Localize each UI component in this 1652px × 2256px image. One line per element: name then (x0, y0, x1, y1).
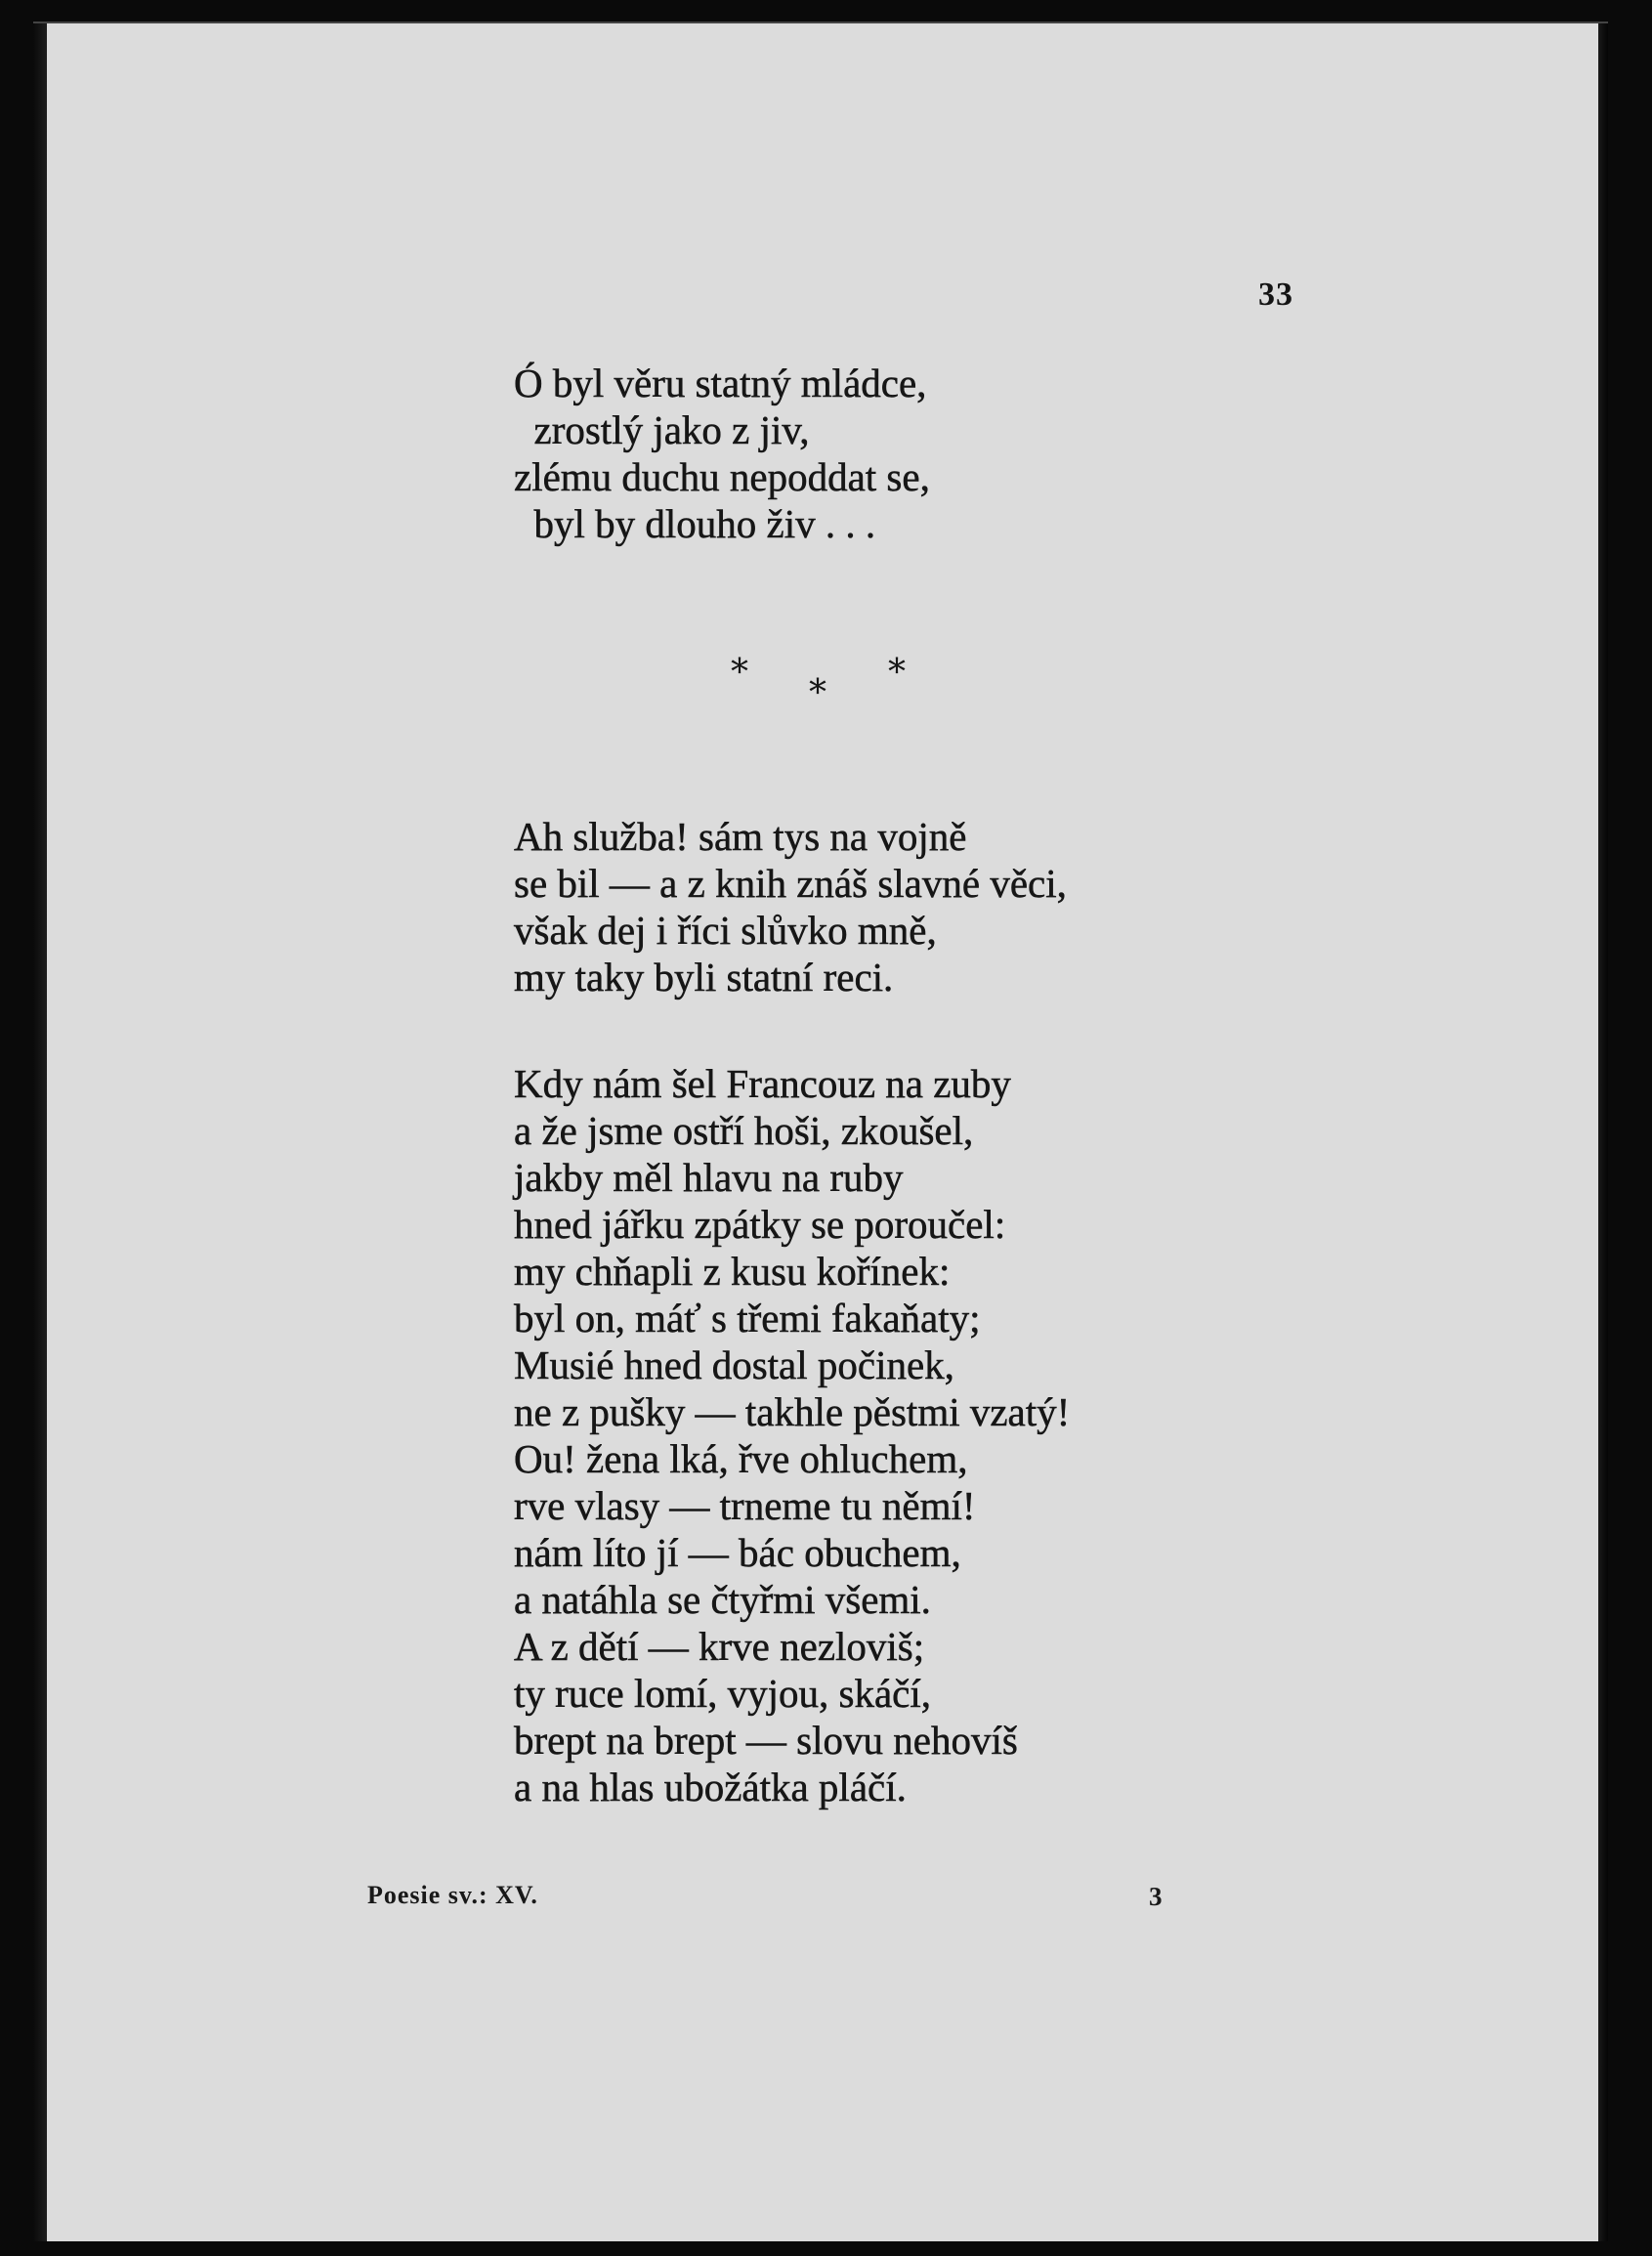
verse-line: Musié hned dostal počinek, (514, 1342, 954, 1387)
verse-line: byl by dlouho živ . . . (514, 501, 876, 546)
verse-line: A z dětí — krve nezloviš; (514, 1624, 925, 1669)
page-number: 33 (1258, 277, 1293, 313)
verse-line: rve vlasy — trneme tu němí! (514, 1483, 976, 1528)
verse-line: ty ruce lomí, vyjou, skáčí, (514, 1671, 931, 1716)
section-separator-star: * (888, 653, 906, 693)
verse-line: Ou! žena lká, řve ohluchem, (514, 1436, 968, 1481)
signature-mark: 3 (1149, 1882, 1163, 1911)
stanza-2 (514, 813, 1067, 1000)
verse-line: brept na brept — slovu nehovíš (514, 1718, 1018, 1763)
stanza-3 (514, 1060, 1070, 1810)
printer-signature: Poesie sv.: XV. (367, 1881, 538, 1909)
page-edge-shadow (1598, 23, 1608, 2241)
section-separator-star: * (809, 673, 826, 713)
page-binding-shadow (33, 23, 47, 2241)
verse-line: my taky byli statní reci. (514, 955, 894, 1000)
verse-line: nám líto jí — bác obuchem, (514, 1530, 961, 1575)
verse-line: Ah služba! sám tys na vojně (514, 814, 967, 859)
verse-line: my chňapli z kusu kořínek: (514, 1249, 951, 1294)
verse-line: a že jsme ostří hoši, zkoušel, (514, 1108, 974, 1153)
verse-line: zrostlý jako z jiv, (514, 407, 810, 452)
verse-line: byl on, máť s třemi fakaňaty; (514, 1296, 981, 1341)
verse-line: se bil — a z knih znáš slavné věci, (514, 861, 1067, 906)
verse-line: a natáhla se čtyřmi všemi. (514, 1577, 931, 1622)
verse-line: hned jářku zpátky se poroučel: (514, 1202, 1006, 1247)
stanza-1 (514, 360, 930, 547)
verse-line: Kdy nám šel Francouz na zuby (514, 1061, 1011, 1106)
verse-line: zlému duchu nepoddat se, (514, 454, 930, 499)
verse-line: Ó byl věru statný mládce, (514, 361, 927, 405)
verse-line: ne z pušky — takhle pěstmi vzatý! (514, 1389, 1071, 1434)
verse-line: jakby měl hlavu na ruby (514, 1155, 904, 1200)
verse-line: a na hlas ubožátka pláčí. (514, 1765, 907, 1809)
section-separator-star: * (731, 653, 748, 693)
verse-line: však dej i říci slůvko mně, (514, 908, 937, 953)
